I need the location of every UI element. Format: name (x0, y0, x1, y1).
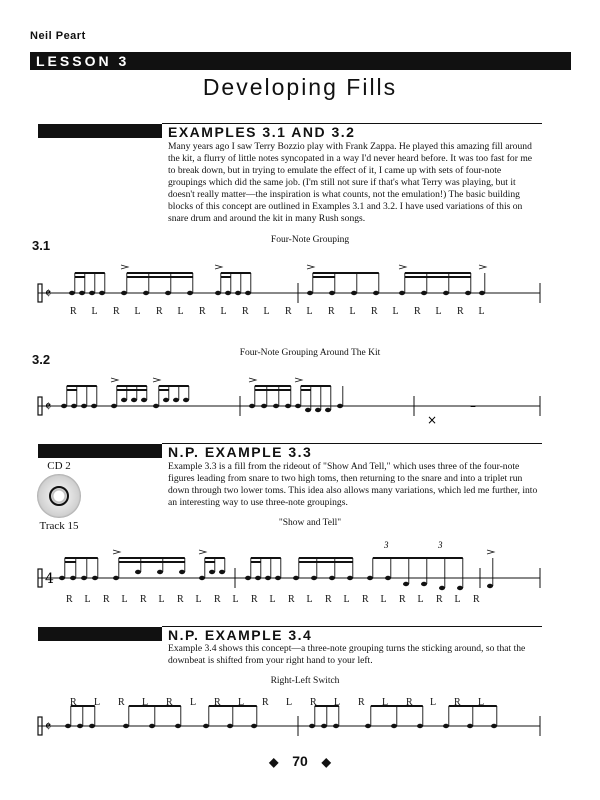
sticking-letter: R (70, 306, 77, 317)
note-head (443, 724, 449, 728)
sticking-letter: L (220, 306, 227, 317)
accent-mark (113, 550, 120, 554)
sticking-row-3-1 (70, 306, 510, 320)
sticking-letter: R (457, 306, 464, 317)
time-signature: 𝄵 (45, 399, 52, 415)
note-head (293, 576, 299, 580)
sticking-letter: L (306, 594, 313, 605)
section-heading-2: N.P. EXAMPLE 3.3 (168, 444, 313, 460)
note-head (111, 404, 117, 408)
note-head (65, 724, 71, 728)
note-head (421, 582, 427, 586)
note-head (399, 291, 405, 295)
note-head (79, 291, 85, 295)
example-caption-3-1: Four-Note Grouping (270, 235, 350, 245)
accent-mark (215, 265, 222, 269)
sticking-letter: L (454, 594, 461, 605)
sticking-letter: L (232, 594, 239, 605)
sticking-letter: R (113, 306, 120, 317)
note-head (309, 724, 315, 728)
note-head (273, 404, 279, 408)
example-number-3-1: 3.1 (32, 238, 51, 253)
rest-symbol: × (427, 413, 438, 427)
sticking-row-3-3 (66, 594, 486, 608)
sticking-letter: L (94, 697, 101, 708)
sticking-letter: R (328, 306, 335, 317)
notation-staff-3-2 (30, 366, 570, 441)
sticking-letter: L (334, 697, 341, 708)
note-head (333, 724, 339, 728)
note-head (337, 404, 343, 408)
note-head (403, 582, 409, 586)
note-head (307, 291, 313, 295)
note-head (391, 724, 397, 728)
section-heading-3: N.P. EXAMPLE 3.4 (168, 627, 313, 643)
sticking-letter: L (158, 594, 165, 605)
note-head (325, 408, 331, 412)
sticking-letter: L (142, 697, 149, 708)
sticking-letter: R (177, 594, 184, 605)
note-head (135, 570, 141, 574)
note-head (149, 724, 155, 728)
accent-mark (399, 265, 406, 269)
note-head (81, 576, 87, 580)
note-head (365, 724, 371, 728)
section-text-3: Example 3.4 shows this concept—a three-note grouping turns the sticking around, so that the downbeat is shifted from your right hand to your left. (168, 643, 526, 666)
note-head (255, 576, 261, 580)
note-head (467, 724, 473, 728)
sticking-letter: L (478, 306, 485, 317)
tuplet-label: 3 (384, 540, 389, 550)
note-head (61, 404, 67, 408)
sticking-letter: R (118, 697, 125, 708)
sticking-letter: R (214, 594, 221, 605)
note-head (249, 404, 255, 408)
diamond-icon: ◆ (269, 755, 279, 769)
note-head (487, 584, 493, 588)
accent-mark (307, 265, 314, 269)
page-number: 70 (292, 753, 308, 769)
section-bar (38, 444, 162, 458)
note-head (373, 291, 379, 295)
sticking-letter: L (84, 594, 91, 605)
sticking-letter: R (140, 594, 147, 605)
sticking-letter: L (430, 697, 437, 708)
note-head (89, 724, 95, 728)
cd-reference (24, 460, 94, 532)
note-head (113, 576, 119, 580)
note-head (219, 570, 225, 574)
note-head (367, 576, 373, 580)
time-signature: 𝄵 (45, 719, 52, 735)
cd-track: Track 15 (39, 520, 79, 532)
diamond-icon: ◆ (321, 755, 331, 769)
note-head (315, 408, 321, 412)
sticking-letter: R (406, 697, 413, 708)
note-head (99, 291, 105, 295)
note-head (457, 586, 463, 590)
note-head (187, 291, 193, 295)
note-head (295, 404, 301, 408)
note-head (491, 724, 497, 728)
note-head (121, 291, 127, 295)
sticking-letter: R (156, 306, 163, 317)
note-head (91, 404, 97, 408)
note-head (385, 576, 391, 580)
sticking-letter: R (166, 697, 173, 708)
note-head (89, 291, 95, 295)
note-head (215, 291, 221, 295)
example-number-3-2: 3.2 (32, 352, 51, 367)
note-head (275, 576, 281, 580)
example-caption-3-3: "Show and Tell" (278, 518, 342, 528)
accent-mark (153, 378, 160, 382)
note-head (265, 576, 271, 580)
note-head (227, 724, 233, 728)
note-head (70, 576, 76, 580)
lesson-label: LESSON 3 (36, 53, 130, 69)
note-head (199, 576, 205, 580)
sticking-letter: L (238, 697, 245, 708)
note-head (311, 576, 317, 580)
section-heading-1: EXAMPLES 3.1 AND 3.2 (168, 124, 356, 140)
example-caption-3-4: Right-Left Switch (270, 676, 340, 686)
sticking-letter: R (242, 306, 249, 317)
sticking-letter: L (134, 306, 141, 317)
sticking-letter: L (286, 697, 293, 708)
sticking-letter: L (392, 306, 399, 317)
accent-mark (111, 378, 118, 382)
note-head (123, 724, 129, 728)
sticking-letter: L (478, 697, 485, 708)
note-head (329, 576, 335, 580)
accent-mark (199, 550, 206, 554)
sticking-letter: R (371, 306, 378, 317)
sticking-letter: L (195, 594, 202, 605)
note-head (439, 586, 445, 590)
note-head (141, 398, 147, 402)
time-signature: 𝄵 (45, 286, 52, 302)
note-head (417, 724, 423, 728)
note-head (203, 724, 209, 728)
sticking-letter: R (473, 594, 480, 605)
note-head (465, 291, 471, 295)
note-head (245, 291, 251, 295)
sticking-letter: R (214, 697, 221, 708)
note-head (245, 576, 251, 580)
sticking-letter: L (306, 306, 313, 317)
note-head (421, 291, 427, 295)
accent-mark (121, 265, 128, 269)
note-head (153, 404, 159, 408)
note-head (121, 398, 127, 402)
sticking-letter: L (263, 306, 270, 317)
page-footer (0, 753, 600, 769)
note-head (285, 404, 291, 408)
note-head (163, 398, 169, 402)
note-head (77, 724, 83, 728)
sticking-letter: R (399, 594, 406, 605)
tuplet-label: 3 (438, 540, 443, 550)
sticking-letter: L (91, 306, 98, 317)
note-head (209, 570, 215, 574)
sticking-letter: R (199, 306, 206, 317)
sticking-letter: R (325, 594, 332, 605)
sticking-letter: L (417, 594, 424, 605)
sticking-letter: R (262, 697, 269, 708)
note-head (305, 408, 311, 412)
sticking-letter: L (349, 306, 356, 317)
sticking-letter: R (358, 697, 365, 708)
note-head (251, 724, 257, 728)
notation-staff-3-4 (30, 704, 570, 749)
sticking-letter: R (436, 594, 443, 605)
note-head (71, 404, 77, 408)
note-head (69, 291, 75, 295)
author-name: Neil Peart (30, 30, 86, 42)
sticking-letter: R (454, 697, 461, 708)
sticking-letter: R (285, 306, 292, 317)
sticking-letter: L (121, 594, 128, 605)
sticking-letter: L (177, 306, 184, 317)
accent-mark (295, 378, 302, 382)
section-text-1: Many years ago I saw Terry Bozzio play with Frank Zappa. He played this amazing fill around the kit, a flurry of little notes syncopated in a way I'd never heard before. It was too fast for me to break down, but in trying to emulate the effect of it, I came up with sets of four-note groupings which did the same job. (I'm still not sure if that's what Terry was playing, but it doesn't really matter—the inspiration is what counts, not the emulation!) The basic building blocks of this concept are outlined in Examples 3.1 and 3.2. I have used variations of this on snare drum and around the kit in many Rush songs. (168, 141, 533, 224)
sticking-letter: R (103, 594, 110, 605)
sticking-letter: L (190, 697, 197, 708)
note-head (235, 291, 241, 295)
note-head (347, 576, 353, 580)
note-head (131, 398, 137, 402)
note-head (183, 398, 189, 402)
note-head (143, 291, 149, 295)
sticking-letter: R (414, 306, 421, 317)
note-head (321, 724, 327, 728)
sticking-letter: R (251, 594, 258, 605)
sticking-letter: R (70, 697, 77, 708)
section-bar (38, 627, 162, 641)
rest-symbol: – (470, 399, 476, 413)
cd-disc-icon (37, 474, 81, 518)
note-head (479, 291, 485, 295)
sticking-letter: L (435, 306, 442, 317)
time-signature: 4 (45, 571, 54, 587)
sticking-letter: R (288, 594, 295, 605)
note-head (92, 576, 98, 580)
note-head (59, 576, 65, 580)
sticking-letter: L (343, 594, 350, 605)
cd-label: CD 2 (47, 460, 71, 472)
note-head (179, 570, 185, 574)
note-head (261, 404, 267, 408)
note-head (351, 291, 357, 295)
sticking-letter: R (66, 594, 73, 605)
sticking-letter: L (380, 594, 387, 605)
note-head (81, 404, 87, 408)
accent-mark (487, 550, 494, 554)
sticking-letter: L (269, 594, 276, 605)
note-head (329, 291, 335, 295)
note-head (165, 291, 171, 295)
note-head (157, 570, 163, 574)
sticking-letter: L (382, 697, 389, 708)
sticking-letter: R (310, 697, 317, 708)
note-head (175, 724, 181, 728)
note-head (443, 291, 449, 295)
example-caption-3-2: Four-Note Grouping Around The Kit (239, 348, 381, 358)
section-bar (38, 124, 162, 138)
note-head (173, 398, 179, 402)
accent-mark (479, 265, 486, 269)
accent-mark (249, 378, 256, 382)
note-head (225, 291, 231, 295)
section-text-2: Example 3.3 is a fill from the rideout of "Show And Tell," which uses three of the four-note figures leading from snare to two high toms, then returning to the snare and into a triplet run down through two lower toms. This idea also allows many variations, which led me further, into an interesting way to use three-note groupings. (168, 461, 538, 508)
sticking-letter: R (362, 594, 369, 605)
page-title: Developing Fills (202, 74, 398, 100)
